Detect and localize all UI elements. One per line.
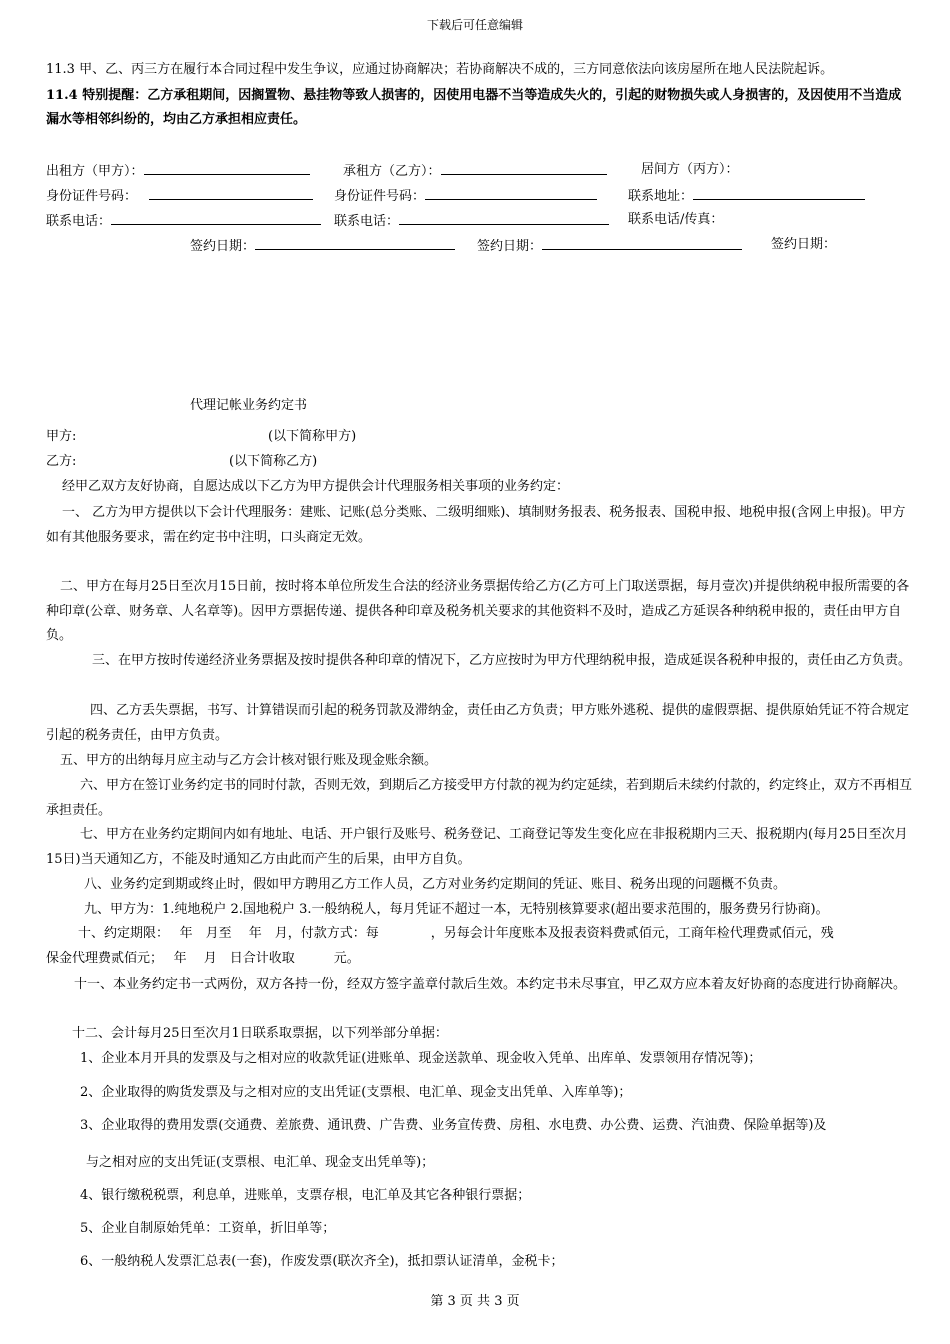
sig-lessor-label: 出租方（甲方）： [46, 164, 144, 179]
party-a-label: 甲方: [46, 429, 77, 444]
list-item-5: 5、企业自制原始凭单：工资单，折旧单等； [80, 1221, 336, 1236]
list-item-4: 4、银行缴税税票，利息单，进账单，支票存根，电汇单及其它各种银行票据； [80, 1188, 531, 1203]
sig-id-b [334, 185, 597, 207]
agreement-title: 代理记帐业务约定书 [190, 398, 308, 413]
item-10-b: 保金代理费贰佰元； 年 月 日合计收取 元。 [46, 951, 360, 966]
item-12: 十二、会计每月25日至次月1日联系取票据，以下列举部分单据： [72, 1026, 448, 1041]
sig-phone-b [334, 210, 609, 232]
list-item-6: 6、一般纳税人发票汇总表(一套)，作废发票(联次齐全)，抵扣票认证清单，金税卡； [80, 1254, 564, 1269]
sig-id-a-line [149, 185, 313, 200]
page-number: 第 3 页 共 3 页 [430, 1294, 520, 1309]
sig-id-b-label: 身份证件号码： [334, 189, 426, 204]
party-b-note: (以下简称乙方) [229, 454, 318, 469]
sig-date-b-label: 签约日期： [477, 239, 543, 254]
item-9: 九、甲方为：1.纯地税户 2.国地税户 3.一般纳税人，每月凭证不超过一本，无特别核算要求(超出要求范围的，服务费另行协商)。 [84, 902, 829, 917]
list-item-2: 2、企业取得的购货发票及与之相对应的支出凭证(支票根、电汇单、现金支出凭单、入库单等)； [80, 1085, 632, 1100]
item-3: 三、在甲方按时传递经济业务票据及按时提供各种印章的情况下，乙方应按时为甲方代理纳税申报，造成延误各税种申报的，责任由乙方负责。 [92, 653, 912, 668]
page-header: 下载后可任意编辑 [426, 18, 523, 32]
sig-id-b-line [425, 185, 597, 200]
sig-resident: 居间方（丙方）： [641, 162, 739, 177]
sig-lessee-label: 承租方（乙方）： [343, 164, 441, 179]
item-10-a: 十、约定期限： 年 月至 年 月，付款方式：每 ，另每会计年度账本及报表资料费贰佰元，工商年检代理费贰佰元，残 [78, 926, 834, 941]
sig-phone-a-line [111, 210, 321, 225]
sig-date-a-label: 签约日期： [190, 239, 256, 254]
intro: 经甲乙双方友好协商，自愿达成以下乙方为甲方提供会计代理服务相关事项的业务约定： [62, 479, 570, 494]
item-5: 五、甲方的出纳每月应主动与乙方会计核对银行账及现金账余额。 [60, 753, 438, 768]
sig-phone-b-line [399, 210, 609, 225]
item-1: 一、 乙方为甲方提供以下会计代理服务：建账、记账(总分类账、二级明细账)、填制财务报表、税务报表、国税申报、地税申报(含网上申报)。甲方如有其他服务要求，需在约定书中注明，口头商定无效。 [46, 505, 906, 545]
list-item-3-b: 与之相对应的支出凭证(支票根、电汇单、现金支出凭单等)； [86, 1155, 435, 1170]
sig-date-b [477, 235, 742, 257]
sig-id-a-label: 身份证件号码： [46, 189, 138, 204]
sig-id-a [46, 185, 313, 207]
item-6: 六、甲方在签订业务约定书的同时付款，否则无效，到期后乙方接受甲方付款的视为约定延续，若到期后未续约付款的，约定终止，双方不再相互承担责任。 [46, 778, 913, 818]
clause-11-4: 11.4 特别提醒：乙方承租期间，因搁置物、悬挂物等致人损害的，因使用电器不当等造成失火的，引起的财物损失或人身损害的，及因使用不当造成漏水等相邻纠纷的，均由乙方承担相应责任。 [46, 88, 902, 127]
sig-phone-a [46, 210, 321, 232]
item-11: 十一、本业务约定书一式两份，双方各持一份，经双方签字盖章付款后生效。本约定书未尽事宜，甲乙双方应本着友好协商的态度进行协商解决。 [74, 977, 907, 992]
item-8: 八、业务约定到期或终止时，假如甲方聘用乙方工作人员，乙方对业务约定期间的凭证、账目、税务出现的问题概不负责。 [84, 877, 787, 892]
sig-address [628, 185, 865, 207]
sig-phone-a-label: 联系电话： [46, 214, 112, 229]
sig-date-c: 签约日期： [771, 237, 837, 252]
sig-date-a [190, 235, 455, 257]
party-b-label: 乙方: [46, 454, 77, 469]
sig-lessor [46, 160, 310, 182]
sig-phone-fax: 联系电话/传真： [628, 212, 724, 227]
sig-lessor-line [144, 160, 310, 175]
item-4: 四、乙方丢失票据，书写、计算错误而引起的税务罚款及滞纳金，责任由乙方负责；甲方账外逃税、提供的虚假票据、提供原始凭证不符合规定引起的税务责任，由甲方负责。 [46, 703, 910, 743]
clause-11-3: 11.3 甲、乙、丙三方在履行本合同过程中发生争议，应通过协商解决；若协商解决不成的，三方同意依法向该房屋所在地人民法院起诉。 [46, 62, 834, 77]
sig-address-line [693, 185, 865, 200]
party-a-note: (以下简称甲方) [268, 429, 357, 444]
list-item-1: 1、企业本月开具的发票及与之相对应的收款凭证(进账单、现金送款单、现金收入凭单、出库单、发票领用存情况等)； [80, 1051, 762, 1066]
item-7: 七、甲方在业务约定期间内如有地址、电话、开户银行及账号、税务登记、工商登记等发生变化应在非报税期内三天、报税期内(每月25日至次月15日)当天通知乙方，不能及时通知乙方由此而产生的后果，由甲方自负。 [46, 827, 908, 867]
sig-lessee-line [441, 160, 607, 175]
sig-phone-b-label: 联系电话： [334, 214, 400, 229]
sig-lessee [343, 160, 607, 182]
item-2: 二、甲方在每月25日至次月15日前，按时将本单位所发生合法的经济业务票据传给乙方(乙方可上门取送票据，每月壹次)并提供纳税申报所需要的各种印章(公章、财务章、人名章等)。因甲方票据传递、提供各种印章及税务机关要求的其他资料不及时，造成乙方延误各种纳税申报的，责任由甲方自负。 [46, 579, 910, 643]
sig-address-label: 联系地址： [628, 189, 694, 204]
sig-date-b-line [542, 235, 742, 250]
sig-date-a-line [255, 235, 455, 250]
list-item-3-a: 3、企业取得的费用发票(交通费、差旅费、通讯费、广告费、业务宣传费、房租、水电费、办公费、运费、汽油费、保险单据等)及 [80, 1118, 827, 1133]
